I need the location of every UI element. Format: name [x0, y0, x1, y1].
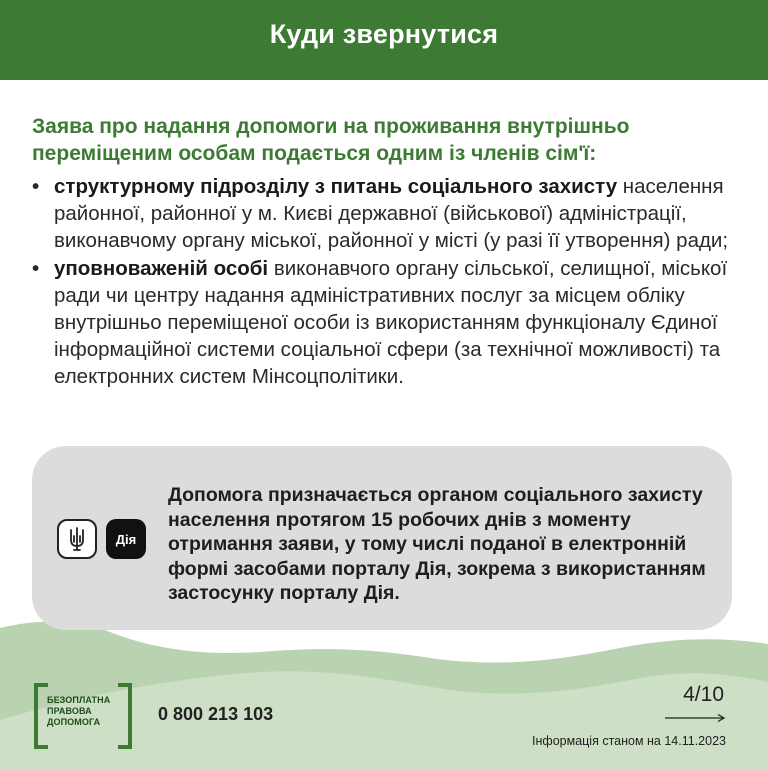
logo-line: ПРАВОВА [47, 706, 92, 716]
list-item [32, 173, 732, 254]
logo-text [47, 695, 127, 728]
arrow-right-icon [664, 713, 726, 723]
list-item-text: виконавчого органу сільської, селищної, міської ради чи центру надання адміністративних послуг за місцем обліку внутрішньо переміщеної особи із використанням функціоналу Єдиної інформаційної системи соціальної сфери (за технічної можливості) та електронних систем Мінсоцполітики. [54, 257, 728, 388]
intro-heading: Заява про надання допомоги на проживання внутрішньо переміщеним особам подається одним із членів сім'ї: [32, 115, 630, 165]
list-item-bold: структурному підрозділу з питань соціального захисту [54, 175, 618, 198]
info-date: Інформація станом на 14.11.2023 [532, 734, 726, 748]
logo-line: БЕЗОПЛАТНА [47, 695, 111, 705]
phone-number: 0 800 213 103 [158, 704, 274, 724]
diia-icon-label: Дія [115, 531, 137, 547]
page-number: 4/10 [683, 683, 724, 706]
list-item-bold: уповноваженій особі [54, 257, 269, 280]
trident-icon [57, 519, 97, 559]
list-item-text: населення районної, районної у м. Києві державної (військової) адміністрації, виконавчому органу міської, районної у місті (у разі її утворення) ради; [54, 175, 729, 252]
recipient-list [32, 173, 732, 391]
page-title: Куди звернутися [269, 18, 499, 49]
list-item [32, 255, 732, 390]
info-box-text: Допомога призначається органом соціального захисту населення протягом 15 робочих днів з моменту отримання заяви, у тому числі поданої в електронній формі засобами порталу Дія, зокрема з використанням застосунку порталу Дія. [168, 484, 706, 604]
logo-line: ДОПОМОГА [47, 717, 101, 727]
bullet: • [32, 257, 40, 280]
header-banner [0, 0, 768, 80]
bullet: • [32, 175, 40, 198]
diia-icon [106, 519, 146, 559]
